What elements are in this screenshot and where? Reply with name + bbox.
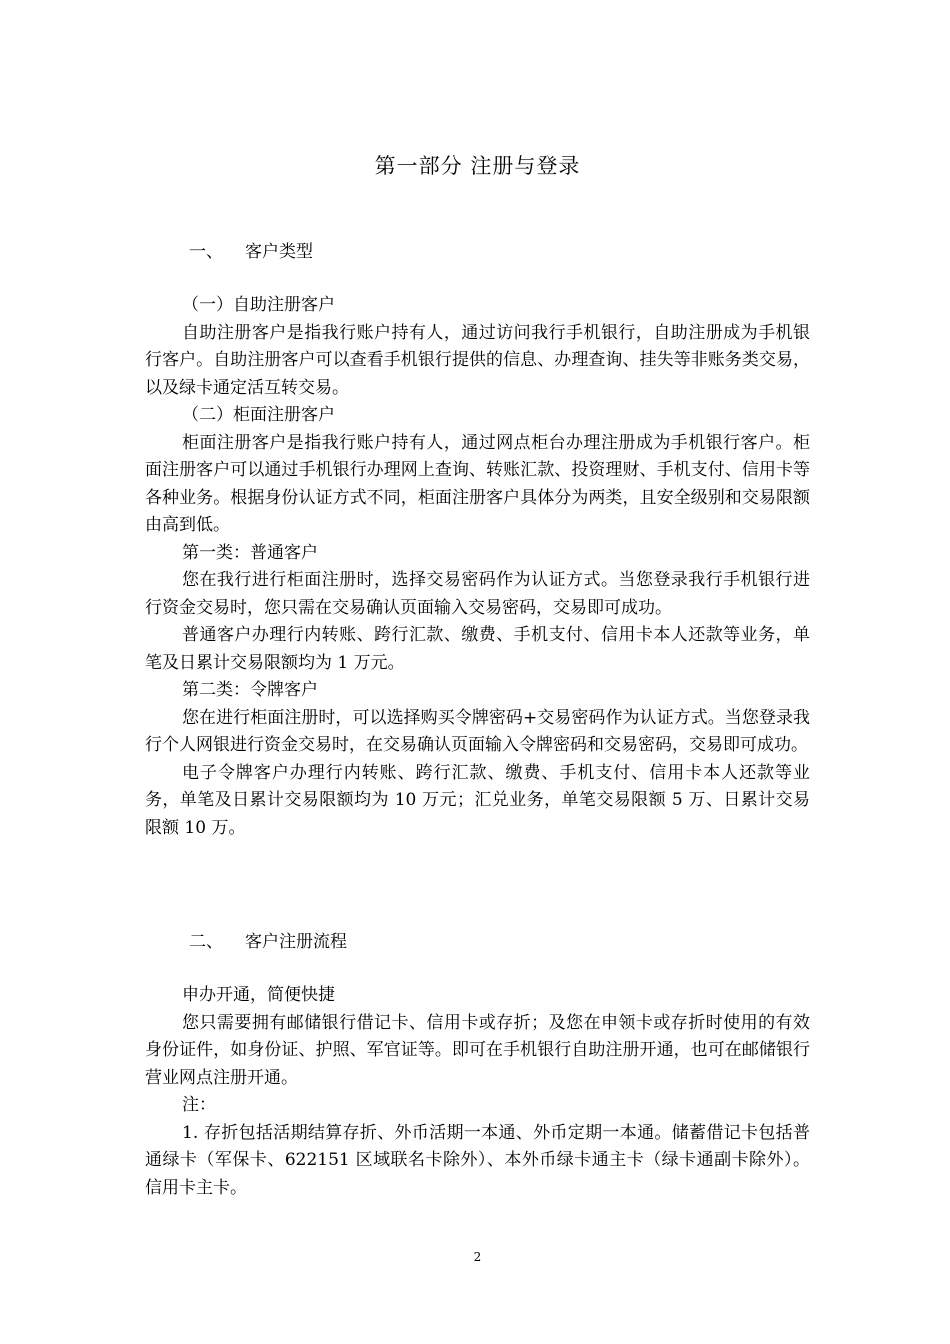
page-title: 第一部分 注册与登录 xyxy=(374,154,581,178)
paragraph: 注： xyxy=(182,1095,216,1115)
paragraph: 电子令牌客户办理行内转账、跨行汇款、缴费、手机支付、信用卡本人还款等业务，单笔及日累计交易限额均为 10 万元；汇兑业务，单笔交易限额 5 万、日累计交易限额 10 万。 xyxy=(145,762,810,838)
paragraph: 第一类：普通客户 xyxy=(182,542,318,563)
section-heading-2 xyxy=(189,927,347,952)
paragraph: 柜面注册客户是指我行账户持有人，通过网点柜台办理注册成为手机银行客户。柜面注册客户可以通过手机银行办理网上查询、转账汇款、投资理财、手机支付、信用卡等各种业务。根据身份认证方式不同，柜面注册客户具体分为两类，且安全级别和交易限额由高到低。 xyxy=(145,432,810,535)
section-number: 二、 xyxy=(189,932,223,952)
section-label: 客户注册流程 xyxy=(245,932,347,952)
section-2-body xyxy=(145,982,810,1202)
section-heading-1 xyxy=(189,237,313,262)
paragraph: 申办开通，简便快捷 xyxy=(182,985,335,1005)
section-1-body xyxy=(145,292,810,842)
paragraph: 您在进行柜面注册时，可以选择购买令牌密码+交易密码作为认证方式。当您登录我行个人网银进行资金交易时，在交易确认页面输入令牌密码和交易密码，交易即可成功。 xyxy=(145,707,810,755)
paragraph: 普通客户办理行内转账、跨行汇款、缴费、手机支付、信用卡本人还款等业务，单笔及日累计交易限额均为 1 万元。 xyxy=(145,625,810,673)
paragraph: （一）自助注册客户 xyxy=(182,295,335,315)
paragraph: 第二类：令牌客户 xyxy=(182,680,318,700)
section-label: 客户类型 xyxy=(245,242,313,262)
page-number: 2 xyxy=(473,1250,482,1264)
section-number: 一、 xyxy=(189,242,223,262)
paragraph: （二）柜面注册客户 xyxy=(182,405,335,425)
paragraph: 1. 存折包括活期结算存折、外币活期一本通、外币定期一本通。储蓄借记卡包括普通绿卡（军保卡、622151 区域联名卡除外）、本外币绿卡通主卡（绿卡通副卡除外）。信用卡主卡。 xyxy=(145,1122,810,1198)
paragraph: 您在我行进行柜面注册时，选择交易密码作为认证方式。当您登录我行手机银行进行资金交易时，您只需在交易确认页面输入交易密码，交易即可成功。 xyxy=(145,570,810,618)
paragraph: 您只需要拥有邮储银行借记卡、信用卡或存折；及您在申领卡或存折时使用的有效身份证件，如身份证、护照、军官证等。即可在手机银行自助注册开通，也可在邮储银行营业网点注册开通。 xyxy=(145,1012,810,1088)
document-page xyxy=(145,0,810,1344)
paragraph: 自助注册客户是指我行账户持有人，通过访问我行手机银行，自助注册成为手机银行客户。自助注册客户可以查看手机银行提供的信息、办理查询、挂失等非账务类交易，以及绿卡通定活互转交易。 xyxy=(145,322,810,398)
